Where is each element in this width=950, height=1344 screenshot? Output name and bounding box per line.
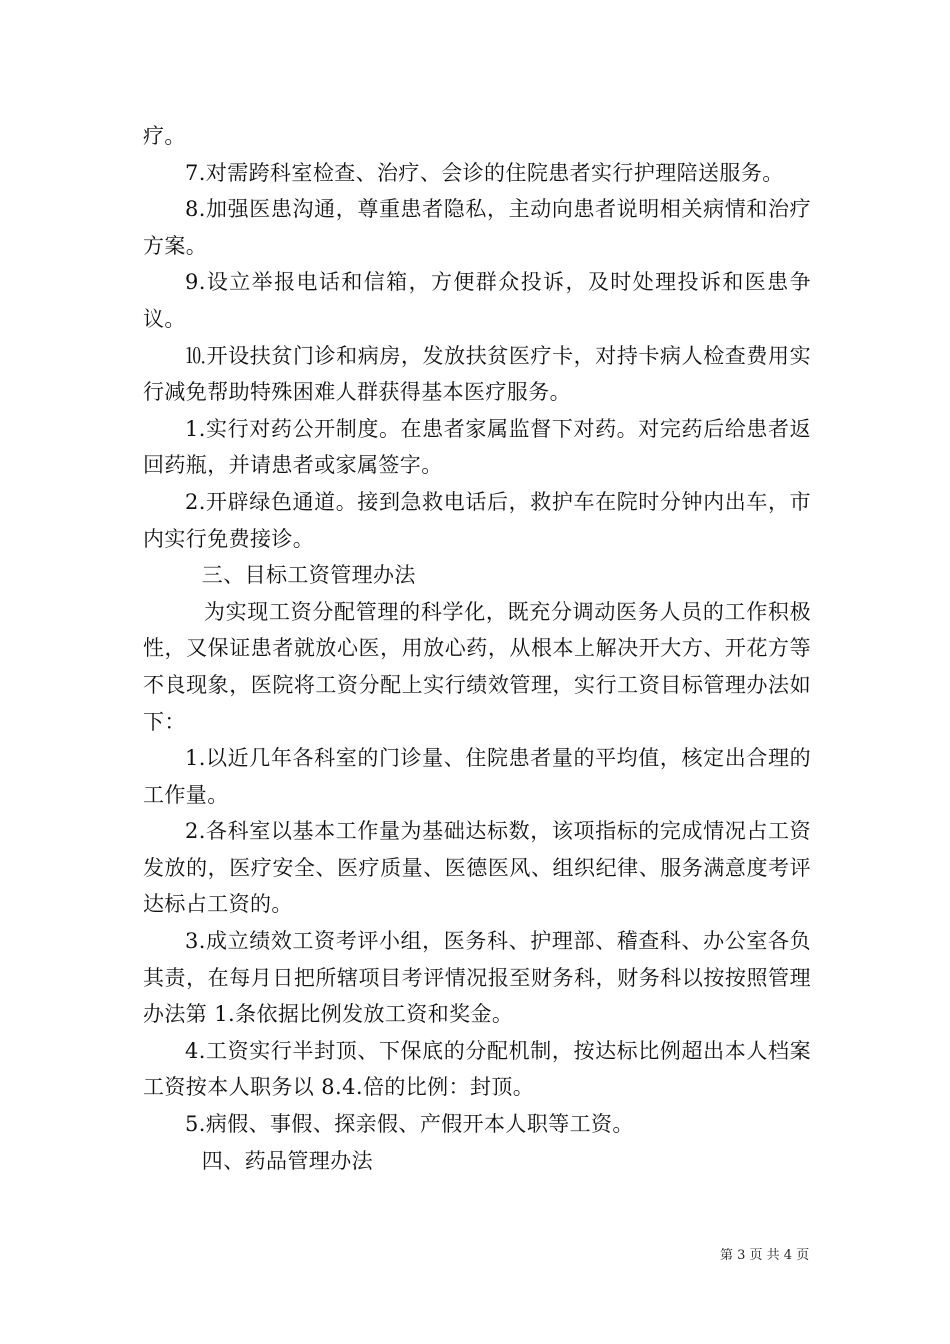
section-heading-4: 四、药品管理办法: [201, 1148, 373, 1173]
paragraph-item-1-drug-check: 1.实行对药公开制度。在患者家属监督下对药。对完药后给患者返回药瓶，并请患者或家属签字。: [143, 416, 811, 478]
paragraph-item-9: 9.设立举报电话和信箱，方便群众投诉，及时处理投诉和医患争议。: [143, 270, 811, 331]
paragraph-wage-item-3: 3.成立绩效工资考评小组，医务科、护理部、稽查科、办公室各负其责，在每月日把所辖项目考评情况报至财务科，财务科以按按照管理办法第 1.条依据比例发放工资和奖金。: [143, 929, 811, 1027]
paragraph-wage-item-4: 4.工资实行半封顶、下保底的分配机制，按达标比例超出本人档案工资按本人职务以 8.4.倍的比例：封顶。: [143, 1038, 811, 1100]
document-body: [143, 118, 811, 1179]
paragraph-item-8: 8.加强医患沟通，尊重患者隐私，主动向患者说明相关病情和治疗方案。: [143, 197, 811, 258]
paragraph-continuation: 疗。: [143, 124, 186, 148]
paragraph-wage-item-5: 5.病假、事假、探亲假、产假开本人职等工资。: [185, 1112, 634, 1137]
section-heading-3: 三、目标工资管理办法: [201, 563, 416, 588]
paragraph-item-2-green-channel: 2.开辟绿色通道。接到急救电话后，救护车在院时分钟内出车，市内实行免费接诊。: [143, 489, 811, 551]
page-number: 第 3 页 共 4 页: [720, 1248, 810, 1263]
paragraph-wage-item-1: 1.以近几年各科室的门诊量、住院患者量的平均值，核定出合理的工作量。: [143, 746, 811, 807]
paragraph-intro: 为实现工资分配管理的科学化，既充分调动医务人员的工作积极性，又保证患者就放心医，用放心药，从根本上解决开大方、开花方等不良现象，医院将工资分配上实行绩效管理，实行工资目标管理办法如下：: [143, 599, 811, 734]
paragraph-item-10: ⒑开设扶贫门诊和病房，发放扶贫医疗卡，对持卡病人检查费用实行减免帮助特殊困难人群获得基本医疗服务。: [143, 343, 811, 405]
paragraph-wage-item-2: 2.各科室以基本工作量为基础达标数，该项指标的完成情况占工资发放的，医疗安全、医疗质量、医德医风、组织纪律、服务满意度考评达标占工资的。: [143, 819, 811, 917]
paragraph-item-7: 7.对需跨科室检查、治疗、会诊的住院患者实行护理陪送服务。: [185, 160, 784, 185]
